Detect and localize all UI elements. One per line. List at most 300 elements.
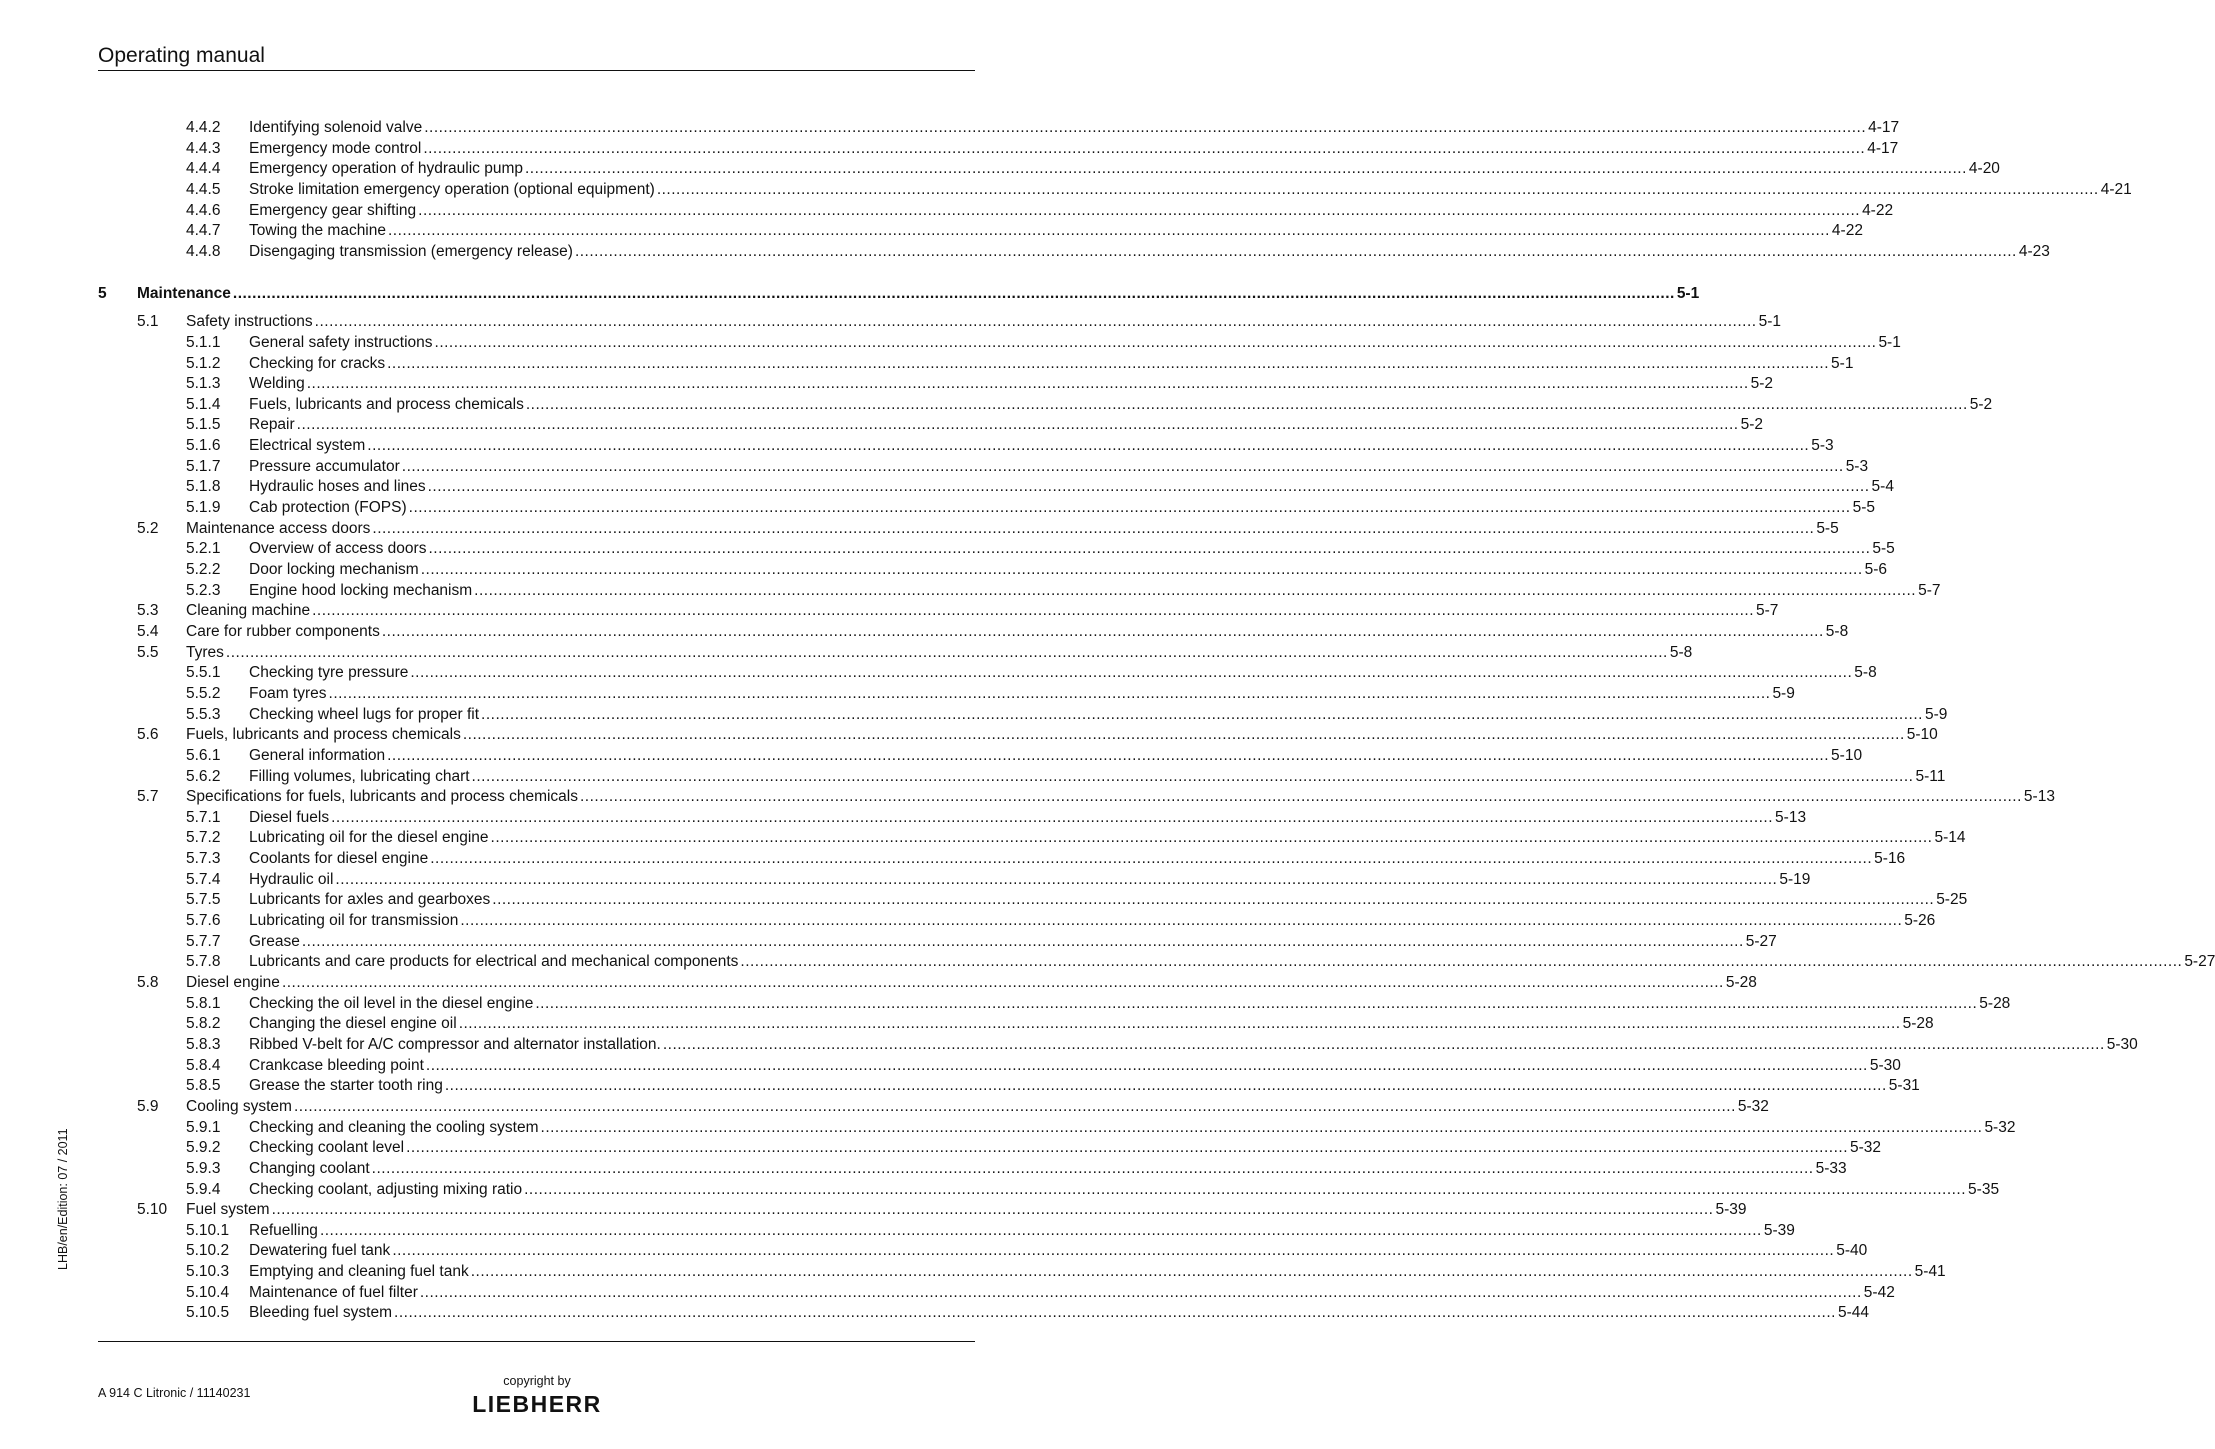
toc-entry[interactable]	[0, 601, 1779, 622]
toc-entry[interactable]	[0, 539, 1895, 560]
toc-entry[interactable]	[0, 581, 1941, 602]
toc-entry[interactable]	[0, 808, 1807, 829]
toc-entry[interactable]	[0, 221, 1863, 242]
toc-entry-number: 5.8.1	[186, 994, 221, 1012]
toc-dot-leader: ............................................................................................................................................................................................................................................................................................................	[306, 375, 1749, 393]
toc-entry-leader	[249, 415, 1763, 436]
toc-entry-number: 4.4.2	[186, 119, 221, 136]
toc-entry[interactable]	[0, 457, 1869, 478]
toc-dot-leader: ............................................................................................................................................................................................................................................................................................................	[408, 499, 1851, 517]
toc-entry[interactable]	[0, 705, 1948, 726]
toc-entry-leader	[249, 1118, 2016, 1139]
toc-entry-leader	[249, 1180, 2000, 1201]
toc-entry-number: 5.6.2	[186, 767, 221, 785]
toc-entry-title: Specifications for fuels, lubricants and process chemicals	[186, 788, 578, 806]
toc-entry-number: 4.4.3	[186, 139, 221, 157]
toc-entry-number: 5.9.2	[186, 1139, 221, 1157]
toc-entry-leader	[249, 374, 1774, 395]
toc-entry-number: 4.4.6	[186, 201, 221, 219]
toc-entry-page: 5-44	[1837, 1304, 1869, 1322]
toc-entry-page: 5-28	[1725, 974, 1757, 991]
toc-dot-leader: ............................................................................................................................................................................................................................................................................................................	[740, 953, 2183, 971]
toc-entry-page: 5-5	[1852, 499, 1875, 517]
toc-entry-leader	[249, 1076, 1920, 1097]
toc-entry-page: 5-2	[1750, 375, 1774, 393]
toc-entry-number: 5.2.3	[186, 581, 221, 599]
toc-entry-number: 5.5.3	[186, 705, 221, 723]
copyright-label: copyright by	[503, 1374, 571, 1388]
toc-entry[interactable]	[0, 498, 1875, 519]
toc-entry-leader	[249, 333, 1901, 354]
toc-entry-page: 5-16	[1874, 850, 1906, 868]
toc-entry-number: 5.7.1	[186, 808, 221, 826]
toc-dot-leader: ............................................................................................................................................................................................................................................................................................................	[314, 313, 1757, 331]
toc-entry-leader	[249, 159, 2000, 180]
toc-entry-number: 4.4.4	[186, 160, 221, 178]
toc-entry-title: Welding	[249, 375, 305, 393]
toc-entry-title: Crankcase bleeding point	[249, 1056, 424, 1074]
toc-entry-title: Disengaging transmission (emergency release)	[249, 242, 573, 260]
toc-entry-page: 5-8	[1825, 622, 1849, 640]
toc-entry-number: 5.7.7	[186, 932, 221, 950]
toc-entry-number: 5.2.1	[186, 540, 221, 558]
toc-dot-leader: ............................................................................................................................................................................................................................................................................................................	[662, 1035, 2105, 1053]
toc-entry[interactable]	[0, 828, 1966, 849]
toc-entry-leader	[249, 808, 1807, 829]
toc-entry-number: 5.2.2	[186, 561, 221, 578]
toc-entry[interactable]	[0, 1200, 1747, 1221]
toc-entry-number: 5.9.1	[186, 1118, 221, 1136]
toc-entry-page: 5-9	[1924, 705, 1948, 723]
toc-dot-leader: ............................................................................................................................................................................................................................................................................................................	[444, 1077, 1887, 1095]
toc-entry-number: 5.1.7	[186, 457, 221, 475]
toc-entry-title: Care for rubber components	[186, 622, 380, 640]
toc-entry[interactable]	[0, 1014, 1934, 1035]
toc-entry[interactable]	[0, 1241, 1868, 1262]
toc-entry-page: 5-1	[1878, 333, 1901, 351]
toc-entry-number: 5.3	[137, 602, 159, 620]
toc-entry-number: 5.9	[137, 1097, 159, 1115]
toc-entry-number: 5.1.1	[186, 333, 221, 351]
toc-entry[interactable]	[0, 1221, 1795, 1242]
toc-entry-leader	[186, 643, 1693, 664]
toc-entry-leader	[249, 663, 1877, 684]
toc-entry[interactable]	[0, 849, 1906, 870]
toc-entry[interactable]	[0, 663, 1877, 684]
toc-entry-title: Lubricating oil for transmission	[249, 912, 459, 930]
toc-entry[interactable]	[0, 890, 1968, 911]
toc-dot-leader: ............................................................................................................................................................................................................................................................................................................	[296, 416, 1739, 434]
toc-entry-title: Emergency gear shifting	[249, 201, 417, 219]
toc-entry-page: 4-17	[1867, 139, 1899, 157]
toc-entry-leader	[249, 1014, 1934, 1035]
toc-entry-title: Door locking mechanism	[249, 561, 419, 578]
toc-entry-title: Grease the starter tooth ring	[249, 1077, 443, 1095]
toc-entry-title: Checking tyre pressure	[249, 664, 409, 682]
toc-dot-leader: ............................................................................................................................................................................................................................................................................................................	[225, 643, 1668, 661]
toc-entry-title: Lubricating oil for the diesel engine	[249, 829, 489, 847]
toc-entry[interactable]	[0, 1180, 2000, 1201]
toc-entry-title: Repair	[249, 416, 295, 434]
toc-entry-number: 5.9.3	[186, 1159, 221, 1177]
toc-entry-number: 5.8.3	[186, 1035, 221, 1053]
toc-dot-leader: ............................................................................................................................................................................................................................................................................................................	[418, 201, 1861, 219]
toc-entry[interactable]	[0, 1076, 1920, 1097]
toc-dot-leader: ............................................................................................................................................................................................................................................................................................................	[490, 829, 1933, 847]
toc-entry-leader	[249, 477, 1894, 498]
toc-entry-page: 5-41	[1914, 1263, 1946, 1281]
toc-entry[interactable]	[0, 994, 2011, 1015]
toc-entry-page: 5-30	[2106, 1035, 2138, 1053]
toc-entry-page: 5-5	[1816, 519, 1839, 537]
toc-entry-leader	[186, 787, 2055, 808]
toc-dot-leader: ............................................................................................................................................................................................................................................................................................................	[331, 808, 1774, 826]
toc-entry-leader	[249, 581, 1941, 602]
toc-entry-number: 5.1.6	[186, 437, 221, 455]
edition-label: LHB/en/Edition: 07 / 2011	[56, 1128, 70, 1270]
toc-entry-title: Cooling system	[186, 1097, 292, 1115]
toc-entry-number: 5.7.3	[186, 850, 221, 868]
toc-entry[interactable]	[0, 374, 1774, 395]
toc-entry-leader	[249, 911, 1936, 932]
toc-entry-number: 5.7	[137, 788, 159, 806]
toc-entry-title: Hydraulic oil	[249, 870, 334, 888]
toc-dot-leader: ............................................................................................................................................................................................................................................................................................................	[281, 974, 1724, 991]
toc-entry[interactable]	[0, 1118, 2016, 1139]
toc-entry-page: 5-26	[1904, 912, 1936, 930]
toc-dot-leader: ............................................................................................................................................................................................................................................................................................................	[524, 1180, 1967, 1198]
toc-entry-page: 4-20	[1968, 160, 2000, 178]
toc-dot-leader: ............................................................................................................................................................................................................................................................................................................	[394, 1304, 1836, 1322]
toc-entry-title: Checking the oil level in the diesel engine	[249, 994, 534, 1012]
toc-entry-leader	[249, 539, 1895, 560]
toc-entry-number: 5.10.2	[186, 1242, 230, 1260]
toc-dot-leader: ............................................................................................................................................................................................................................................................................................................	[580, 788, 2022, 806]
toc-entry-number: 5.10.4	[186, 1283, 230, 1301]
toc-entry[interactable]	[0, 952, 2215, 973]
toc-entry[interactable]	[0, 118, 1900, 139]
toc-dot-leader: ............................................................................................................................................................................................................................................................................................................	[656, 180, 2099, 198]
toc-entry-leader	[249, 1056, 1901, 1077]
toc-entry[interactable]	[0, 333, 1901, 354]
toc-entry[interactable]	[0, 354, 1854, 375]
toc-entry-leader	[249, 828, 1966, 849]
toc-dot-leader: ............................................................................................................................................................................................................................................................................................................	[540, 1118, 1983, 1136]
toc-dot-leader: ............................................................................................................................................................................................................................................................................................................	[387, 746, 1830, 764]
toc-entry-leader	[249, 994, 2011, 1015]
toc-dot-leader: ............................................................................................................................................................................................................................................................................................................	[425, 1056, 1868, 1074]
toc-entry-title: Checking coolant, adjusting mixing ratio	[249, 1180, 523, 1198]
toc-entry-page: 5-2	[1969, 395, 1993, 413]
toc-entry-title: Diesel fuels	[249, 808, 330, 826]
toc-dot-leader: ............................................................................................................................................................................................................................................................................................................	[427, 478, 1870, 496]
toc-entry[interactable]	[0, 395, 1993, 416]
toc-entry[interactable]	[0, 1303, 1869, 1324]
toc-entry-title: General information	[249, 746, 386, 764]
toc-entry-title: Emptying and cleaning fuel tank	[249, 1263, 469, 1281]
toc-entry[interactable]	[0, 242, 2050, 263]
toc-entry-title: Changing coolant	[249, 1159, 370, 1177]
toc-entry-page: 4-21	[2100, 180, 2132, 198]
toc-entry-page: 5-1	[1676, 284, 1700, 302]
toc-entry[interactable]	[0, 139, 1899, 160]
toc-entry-leader	[249, 849, 1906, 870]
toc-entry-page: 5-28	[1979, 994, 2011, 1012]
toc-entry-number: 5.1.8	[186, 478, 221, 496]
toc-entry-leader	[249, 242, 2050, 263]
toc-entry-leader	[249, 457, 1869, 478]
toc-dot-leader: ............................................................................................................................................................................................................................................................................................................	[371, 1159, 1814, 1177]
toc-dot-leader: ............................................................................................................................................................................................................................................................................................................	[462, 726, 1905, 744]
toc-dot-leader: ............................................................................................................................................................................................................................................................................................................	[525, 395, 1968, 413]
toc-entry-title: Fuels, lubricants and process chemicals	[249, 395, 524, 413]
toc-entry-page: 5-39	[1763, 1221, 1795, 1239]
toc-entry-leader	[186, 622, 1849, 643]
toc-entry[interactable]	[0, 519, 1839, 540]
toc-entry-page: 5-10	[1831, 746, 1863, 764]
toc-entry[interactable]	[0, 1159, 1847, 1180]
toc-dot-leader: ............................................................................................................................................................................................................................................................................................................	[410, 664, 1853, 682]
toc-entry[interactable]	[0, 1056, 1901, 1077]
toc-entry-title: Dewatering fuel tank	[249, 1242, 391, 1260]
toc-dot-leader: ............................................................................................................................................................................................................................................................................................................	[424, 119, 1867, 136]
toc-entry[interactable]	[0, 684, 1795, 705]
toc-entry-page: 4-22	[1862, 201, 1894, 219]
toc-entry-leader	[249, 1241, 1868, 1262]
toc-entry-leader	[186, 1200, 1747, 1221]
toc-entry-number: 5.7.6	[186, 912, 221, 930]
toc-entry-leader	[249, 890, 1968, 911]
toc-entry-page: 5-42	[1863, 1283, 1895, 1301]
toc-dot-leader: ............................................................................................................................................................................................................................................................................................................	[328, 684, 1771, 702]
toc-entry-title: Emergency mode control	[249, 139, 422, 157]
toc-entry-leader	[249, 1035, 2138, 1056]
toc-entry-leader	[249, 1303, 1869, 1324]
toc-entry-title: Lubricants and care products for electrical and mechanical components	[249, 953, 739, 971]
toc-entry-page: 5-3	[1811, 437, 1834, 455]
footer-divider	[98, 1341, 975, 1342]
toc-dot-leader: ............................................................................................................................................................................................................................................................................................................	[474, 581, 1917, 599]
toc-dot-leader: ............................................................................................................................................................................................................................................................................................................	[367, 437, 1810, 455]
toc-entry-number: 5.5.1	[186, 664, 221, 682]
toc-dot-leader: ............................................................................................................................................................................................................................................................................................................	[423, 139, 1866, 157]
toc-entry[interactable]	[0, 787, 2055, 808]
toc-entry-number: 5.10.5	[186, 1304, 230, 1322]
toc-entry-title: Overview of access doors	[249, 540, 427, 558]
toc-entry[interactable]	[0, 560, 1888, 581]
toc-entry-title: Electrical system	[249, 437, 366, 455]
toc-dot-leader: ............................................................................................................................................................................................................................................................................................................	[392, 1242, 1835, 1260]
toc-dot-leader: ............................................................................................................................................................................................................................................................................................................	[387, 354, 1830, 372]
toc-entry-title: Emergency operation of hydraulic pump	[249, 160, 523, 178]
toc-entry-number: 4.4.7	[186, 222, 221, 240]
model-label: A 914 C Litronic / 11140231	[98, 1386, 251, 1400]
toc-entry[interactable]	[0, 415, 1763, 436]
toc-entry[interactable]	[0, 159, 2000, 180]
toc-entry-number: 5.7.2	[186, 829, 221, 847]
toc-entry-title: Changing the diesel engine oil	[249, 1015, 457, 1033]
toc-entry-title: Checking for cracks	[249, 354, 386, 372]
toc-entry-page: 5-6	[1864, 561, 1888, 578]
toc-entry-title: Engine hood locking mechanism	[249, 581, 473, 599]
toc-entry-number: 4.4.5	[186, 180, 221, 198]
toc-entry[interactable]	[0, 973, 1757, 994]
toc-entry-leader	[249, 180, 2132, 201]
toc-entry-title: Checking wheel lugs for proper fit	[249, 705, 480, 723]
toc-dot-leader: ............................................................................................................................................................................................................................................................................................................	[470, 1263, 1913, 1281]
page-title: Operating manual	[98, 44, 265, 67]
toc-entry-title: Ribbed V-belt for A/C compressor and alternator installation.	[249, 1035, 661, 1053]
toc-entry-number: 5.9.4	[186, 1180, 221, 1198]
toc-entry-page: 5-27	[2184, 953, 2215, 971]
toc-entry-title: Foam tyres	[249, 684, 327, 702]
toc-dot-leader: ............................................................................................................................................................................................................................................................................................................	[434, 333, 1877, 351]
liebherr-logo	[455, 1392, 619, 1416]
toc-entry-title: Cleaning machine	[186, 602, 311, 620]
toc-entry-page: 5-30	[1869, 1056, 1901, 1074]
toc-entry-leader	[249, 705, 1948, 726]
header-divider	[98, 70, 975, 71]
toc-entry-leader	[249, 560, 1888, 581]
toc-entry-page: 5-10	[1906, 726, 1938, 744]
toc-entry-number: 5.8.5	[186, 1077, 221, 1095]
toc-entry-number: 5.6	[137, 726, 159, 744]
toc-entry-title: Fuels, lubricants and process chemicals	[186, 726, 461, 744]
toc-entry-page: 5-14	[1934, 829, 1966, 847]
toc-entry-title: Refuelling	[249, 1221, 318, 1239]
toc-entry-leader	[186, 973, 1757, 994]
toc-entry-leader	[249, 1221, 1795, 1242]
toc-entry-number: 5.1.3	[186, 375, 221, 393]
toc-dot-leader: ............................................................................................................................................................................................................................................................................................................	[430, 850, 1873, 868]
toc-entry-page: 5-9	[1772, 684, 1795, 702]
toc-dot-leader: ............................................................................................................................................................................................................................................................................................................	[372, 519, 1815, 537]
toc-entry-number: 5.4	[137, 622, 159, 640]
toc-entry-title: General safety instructions	[249, 333, 433, 351]
toc-dot-leader: ............................................................................................................................................................................................................................................................................................................	[293, 1097, 1736, 1115]
toc-entry-page: 5-1	[1758, 313, 1781, 331]
toc-dot-leader: ............................................................................................................................................................................................................................................................................................................	[420, 561, 1863, 578]
toc-entry[interactable]	[0, 643, 1693, 664]
toc-entry-page: 5-4	[1871, 478, 1894, 496]
toc-entry-title: Lubricants for axles and gearboxes	[249, 891, 491, 909]
toc-dot-leader: ............................................................................................................................................................................................................................................................................................................	[319, 1221, 1762, 1239]
toc-entry-number: 5.10	[137, 1201, 168, 1219]
toc-entry-page: 5-1	[1831, 354, 1854, 372]
toc-entry[interactable]	[0, 911, 1936, 932]
toc-dot-leader: ............................................................................................................................................................................................................................................................................................................	[471, 767, 1914, 785]
toc-entry-leader	[186, 725, 1938, 746]
toc-entry-title: Towing the machine	[249, 222, 386, 240]
toc-entry-page: 5-3	[1845, 457, 1869, 475]
toc-entry[interactable]	[0, 436, 1834, 457]
toc-entry-leader	[249, 354, 1854, 375]
toc-dot-leader: ............................................................................................................................................................................................................................................................................................................	[301, 932, 1744, 950]
toc-entry-leader	[249, 118, 1900, 139]
toc-entry-page: 5-7	[1918, 581, 1941, 599]
toc-entry[interactable]	[0, 870, 1811, 891]
toc-entry-page: 5-2	[1740, 416, 1763, 434]
toc-entry-title: Filling volumes, lubricating chart	[249, 767, 470, 785]
toc-dot-leader: ............................................................................................................................................................................................................................................................................................................	[458, 1015, 1901, 1033]
toc-dot-leader: ............................................................................................................................................................................................................................................................................................................	[481, 705, 1923, 723]
toc-entry-number: 5.7.5	[186, 891, 221, 909]
toc-entry-page: 5-19	[1779, 870, 1811, 888]
toc-entry-title: Hydraulic hoses and lines	[249, 478, 426, 496]
toc-entry[interactable]	[0, 622, 1849, 643]
toc-entry-title: Safety instructions	[186, 313, 313, 331]
toc-entry-number: 5.1.2	[186, 354, 221, 372]
toc-entry-title: Stroke limitation emergency operation (optional equipment)	[249, 180, 655, 198]
toc-entry-page: 5-40	[1836, 1242, 1868, 1260]
toc-entry-page: 5-28	[1902, 1015, 1934, 1033]
toc-entry-leader	[249, 684, 1795, 705]
toc-entry-page: 5-13	[2023, 788, 2055, 806]
toc-entry-number: 5.1.4	[186, 395, 221, 413]
toc-dot-leader: ............................................................................................................................................................................................................................................................................................................	[524, 160, 1967, 178]
toc-entry-page: 5-35	[1968, 1180, 2000, 1198]
toc-entry[interactable]	[0, 284, 1700, 305]
toc-entry[interactable]	[0, 477, 1894, 498]
toc-dot-leader: ............................................................................................................................................................................................................................................................................................................	[388, 222, 1830, 240]
toc-dot-leader: ............................................................................................................................................................................................................................................................................................................	[335, 870, 1778, 888]
toc-entry-leader	[249, 436, 1834, 457]
toc-entry-title: Checking and cleaning the cooling system	[249, 1118, 539, 1136]
toc-entry-title: Diesel engine	[186, 974, 280, 991]
toc-entry-page: 5-8	[1854, 664, 1877, 682]
toc-entry-page: 5-32	[1984, 1118, 2016, 1136]
toc-entry[interactable]	[0, 767, 1946, 788]
toc-entry-page: 4-17	[1868, 119, 1900, 136]
toc-entry-number: 4.4.8	[186, 242, 221, 260]
toc-entry[interactable]	[0, 180, 2132, 201]
toc-entry[interactable]	[0, 932, 1777, 953]
toc-entry-page: 5-11	[1915, 767, 1946, 785]
toc-entry-leader	[186, 1097, 1769, 1118]
toc-entry-number: 5.7.4	[186, 870, 221, 888]
toc-entry[interactable]	[0, 1138, 1882, 1159]
toc-entry-title: Maintenance access doors	[186, 519, 371, 537]
toc-entry-number: 5.6.1	[186, 746, 221, 764]
toc-entry-leader	[186, 312, 1781, 333]
toc-entry-number: 5	[98, 284, 107, 302]
toc-entry-page: 5-31	[1888, 1077, 1920, 1095]
toc-entry-page: 4-22	[1831, 222, 1863, 240]
toc-entry[interactable]	[0, 1262, 1946, 1283]
toc-entry[interactable]	[0, 1097, 1769, 1118]
toc-entry[interactable]	[0, 1035, 2138, 1056]
toc-entry-page: 5-27	[1745, 932, 1777, 950]
toc-entry[interactable]	[0, 312, 1781, 333]
toc-entry[interactable]	[0, 201, 1894, 222]
toc-entry-title: Identifying solenoid valve	[249, 119, 423, 136]
toc-entry[interactable]	[0, 1283, 1895, 1304]
toc-entry-page: 5-7	[1756, 602, 1779, 620]
toc-entry-number: 5.10.3	[186, 1263, 230, 1281]
toc-entry-leader	[186, 601, 1779, 622]
toc-entry-page: 4-23	[2018, 242, 2050, 260]
toc-entry-page: 5-39	[1715, 1201, 1747, 1219]
toc-entry-title: Pressure accumulator	[249, 457, 400, 475]
toc-dot-leader: ............................................................................................................................................................................................................................................................................................................	[381, 622, 1824, 640]
toc-entry[interactable]	[0, 725, 1938, 746]
toc-entry[interactable]	[0, 746, 1863, 767]
toc-entry-title: Cab protection (FOPS)	[249, 499, 407, 517]
toc-entry-title: Bleeding fuel system	[249, 1304, 393, 1322]
toc-entry-leader	[249, 221, 1863, 242]
toc-entry-number: 5.5	[137, 643, 159, 661]
toc-entry-leader	[249, 1262, 1946, 1283]
